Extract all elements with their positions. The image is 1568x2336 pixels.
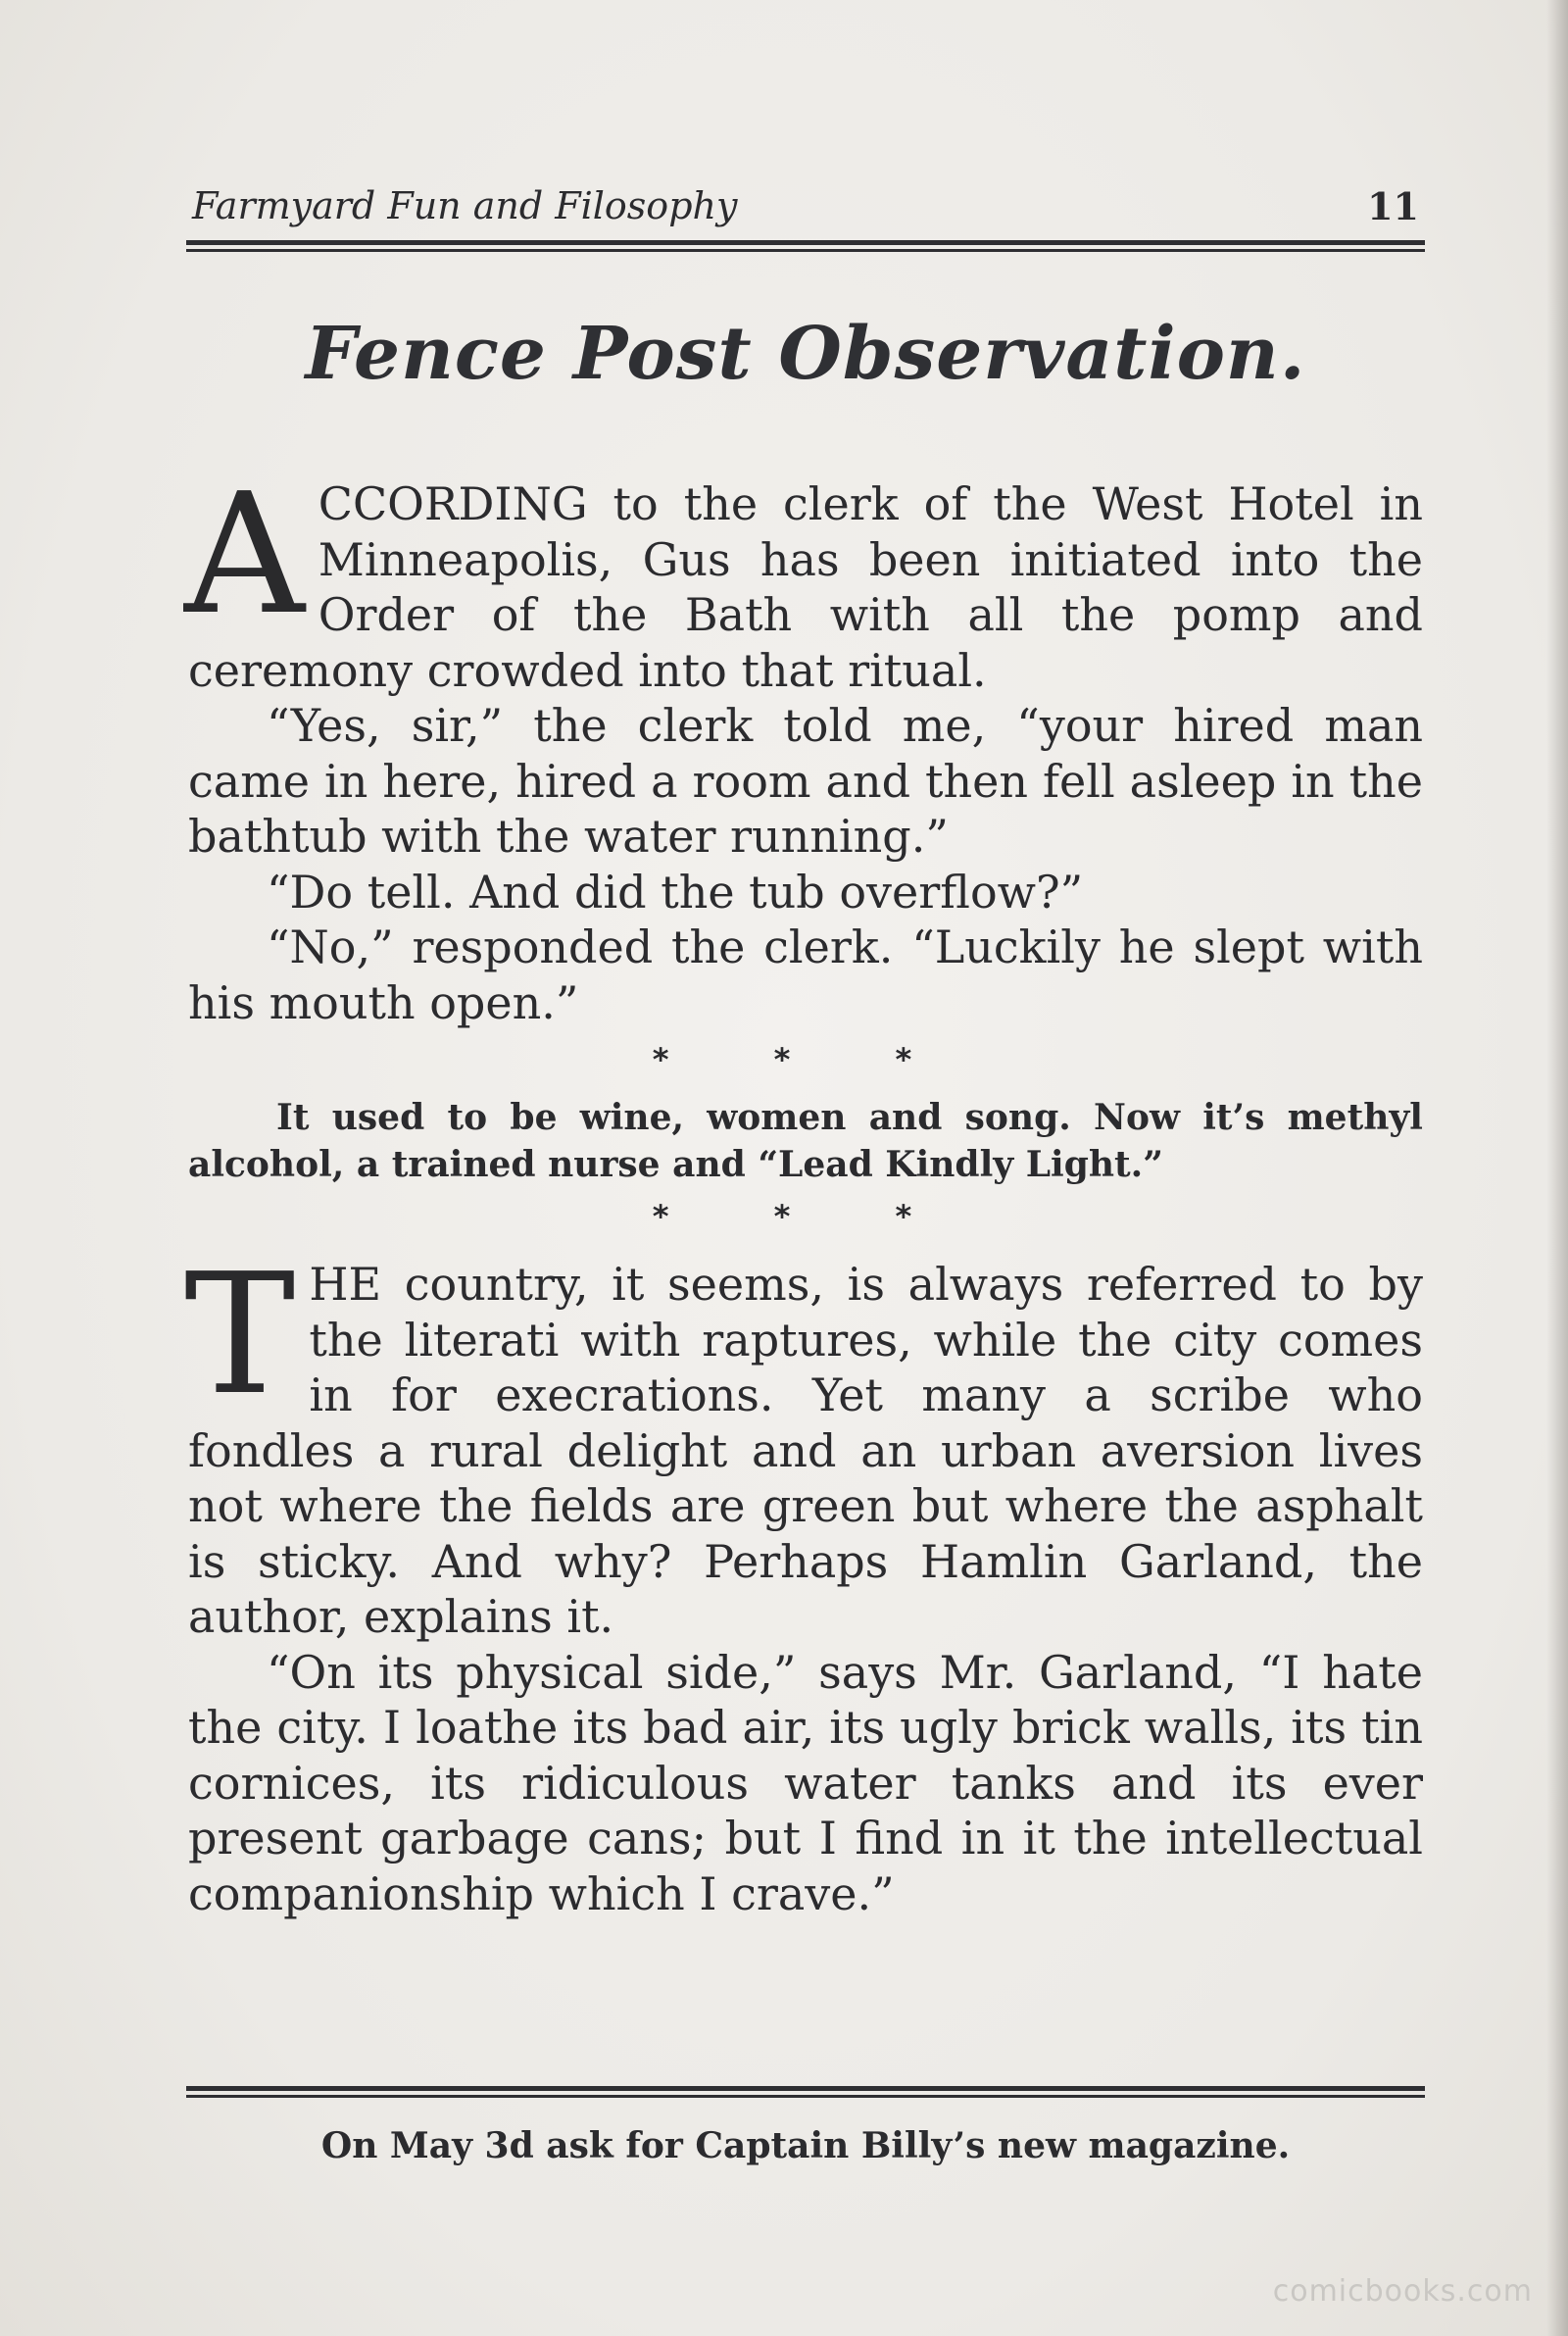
header-rule — [186, 240, 1425, 254]
paragraph: “Do tell. And did the tub overflow?” — [267, 865, 1084, 919]
paragraph: “Yes, sir,” the clerk told me, “your hired man came in here, hired a room and then fell asleep in the bathtub with the water running.” — [188, 699, 1423, 863]
paragraph-text: CCORDING to the clerk of the West Hotel in Minneapolis, Gus has been initiated into the Order of the Bath with all the pomp and ceremony crowded into that ritual. — [188, 477, 1423, 697]
page-number: 11 — [1367, 184, 1419, 228]
footer-note: On May 3d ask for Captain Billy’s new magazine. — [320, 2125, 1291, 2166]
article-headline: Fence Post Observation․ — [305, 312, 1306, 396]
running-title: Farmyard Fun and Filosophy — [192, 184, 738, 227]
page-header — [188, 184, 1423, 233]
article-section-1 — [184, 458, 1423, 1030]
section-separator: * * * — [652, 1041, 959, 1078]
paragraph — [184, 458, 1423, 698]
article-section-3 — [184, 1238, 1423, 1921]
footer-rule — [186, 2086, 1425, 2100]
quip — [188, 1094, 1423, 1188]
section-separator: * * * — [652, 1198, 959, 1235]
paragraph-text: HE country, it seems, is always referred to by the literati with raptures, while the city comes in for execrations. Yet many a scribe who fondles a rural delight and an urban aversion lives not where the fields are green but where the asphalt is sticky. And why? Perhaps Hamlin Garland, the author, explains it. — [188, 1258, 1423, 1643]
drop-cap: A — [184, 458, 305, 652]
paragraph — [184, 1238, 1423, 1645]
quip-text: It used to be wine, women and song. Now it’s methyl alcohol, a trained nurse and “Lead Kindly Light.” — [188, 1097, 1423, 1185]
paragraph: “No,” responded the clerk. “Luckily he slept with his mouth open.” — [188, 920, 1423, 1029]
drop-cap: T — [184, 1238, 296, 1432]
watermark: comicbooks.com — [1272, 2274, 1533, 2309]
paragraph: “On its physical side,” says Mr. Garland, “I hate the city. I loathe its bad air, its ugly brick walls, its tin cornices, its ridiculous water tanks and its ever present garbage cans; but I find in it the intellectual companionship which I crave.” — [188, 1645, 1423, 1920]
page-edge-shadow — [1546, 0, 1568, 2336]
